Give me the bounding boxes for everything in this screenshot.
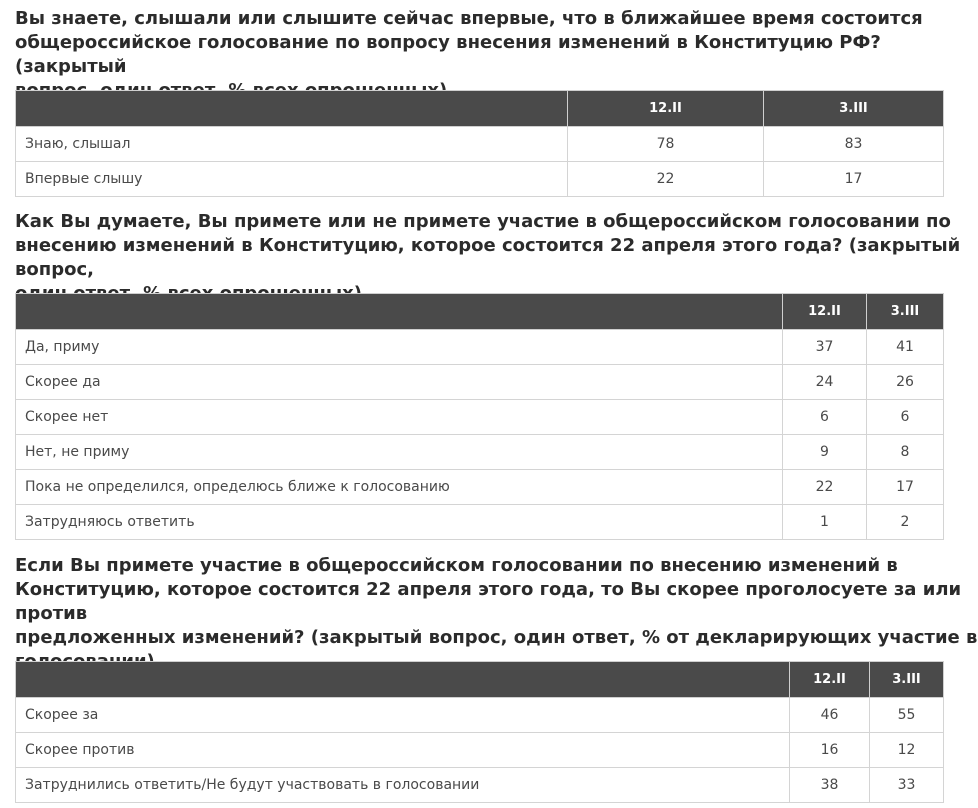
value-3-iii: 2 xyxy=(867,505,944,540)
table-row xyxy=(16,768,944,803)
header-col-12-ii: 12.II xyxy=(783,294,867,330)
table-row xyxy=(16,470,944,505)
header-col-12-ii: 12.II xyxy=(568,91,764,127)
title-line: один ответ, % всех опрошенных) xyxy=(15,283,362,304)
value-3-iii: 55 xyxy=(870,698,944,733)
row-label: Нет, не приму xyxy=(16,435,783,470)
row-label: Да, приму xyxy=(16,330,783,365)
header-col-12-ii: 12.II xyxy=(790,662,870,698)
table-row xyxy=(16,400,944,435)
value-12-ii: 9 xyxy=(783,435,867,470)
table-row xyxy=(16,330,944,365)
value-3-iii: 8 xyxy=(867,435,944,470)
value-3-iii: 33 xyxy=(870,768,944,803)
value-12-ii: 46 xyxy=(790,698,870,733)
value-3-iii: 17 xyxy=(764,162,944,197)
question-3-title xyxy=(15,554,978,674)
value-3-iii: 17 xyxy=(867,470,944,505)
title-line: общероссийское голосование по вопросу внесения изменений в Конституцию РФ? (закрытый xyxy=(15,32,881,77)
value-12-ii: 22 xyxy=(783,470,867,505)
row-label: Скорее да xyxy=(16,365,783,400)
value-12-ii: 38 xyxy=(790,768,870,803)
title-line: голосовании) xyxy=(15,651,155,672)
title-line: внесению изменений в Конституцию, которое состоится 22 апреля этого года? (закрытый вопрос, xyxy=(15,235,961,280)
title-line: Если Вы примете участие в общероссийском голосовании по внесению изменений в xyxy=(15,555,898,576)
value-3-iii: 83 xyxy=(764,127,944,162)
row-label: Скорее за xyxy=(16,698,790,733)
table-header-row xyxy=(16,294,944,330)
table-header-row xyxy=(16,662,944,698)
question-2-table xyxy=(15,293,944,540)
value-12-ii: 16 xyxy=(790,733,870,768)
row-label: Затруднились ответить/Не будут участвовать в голосовании xyxy=(16,768,790,803)
value-12-ii: 22 xyxy=(568,162,764,197)
header-empty xyxy=(16,294,783,330)
header-col-3-iii: 3.III xyxy=(870,662,944,698)
table-row xyxy=(16,127,944,162)
header-empty xyxy=(16,662,790,698)
header-col-3-iii: 3.III xyxy=(764,91,944,127)
title-line: предложенных изменений? (закрытый вопрос, один ответ, % от декларирующих участие в xyxy=(15,627,978,648)
row-label: Впервые слышу xyxy=(16,162,568,197)
title-line: Вы знаете, слышали или слышите сейчас впервые, что в ближайшее время состоится xyxy=(15,8,923,29)
value-12-ii: 24 xyxy=(783,365,867,400)
value-12-ii: 1 xyxy=(783,505,867,540)
row-label: Знаю, слышал xyxy=(16,127,568,162)
value-12-ii: 6 xyxy=(783,400,867,435)
header-empty xyxy=(16,91,568,127)
table-row xyxy=(16,698,944,733)
table-row xyxy=(16,162,944,197)
question-1-title xyxy=(15,7,978,103)
table-header-row xyxy=(16,91,944,127)
header-col-3-iii: 3.III xyxy=(867,294,944,330)
value-12-ii: 78 xyxy=(568,127,764,162)
table-row xyxy=(16,733,944,768)
value-3-iii: 26 xyxy=(867,365,944,400)
table-row xyxy=(16,435,944,470)
row-label: Затрудняюсь ответить xyxy=(16,505,783,540)
value-12-ii: 37 xyxy=(783,330,867,365)
question-2-title xyxy=(15,210,978,306)
value-3-iii: 6 xyxy=(867,400,944,435)
row-label: Скорее против xyxy=(16,733,790,768)
row-label: Скорее нет xyxy=(16,400,783,435)
title-line: Как Вы думаете, Вы примете или не примете участие в общероссийском голосовании по xyxy=(15,211,951,232)
row-label: Пока не определился, определюсь ближе к голосованию xyxy=(16,470,783,505)
value-3-iii: 12 xyxy=(870,733,944,768)
value-3-iii: 41 xyxy=(867,330,944,365)
title-line: вопрос, один ответ, % всех опрошенных) xyxy=(15,80,448,101)
table-row xyxy=(16,505,944,540)
question-3-table xyxy=(15,661,944,803)
table-row xyxy=(16,365,944,400)
question-1-table xyxy=(15,90,944,197)
title-line: Конституцию, которое состоится 22 апреля этого года, то Вы скорее проголосуете за или против xyxy=(15,579,962,624)
